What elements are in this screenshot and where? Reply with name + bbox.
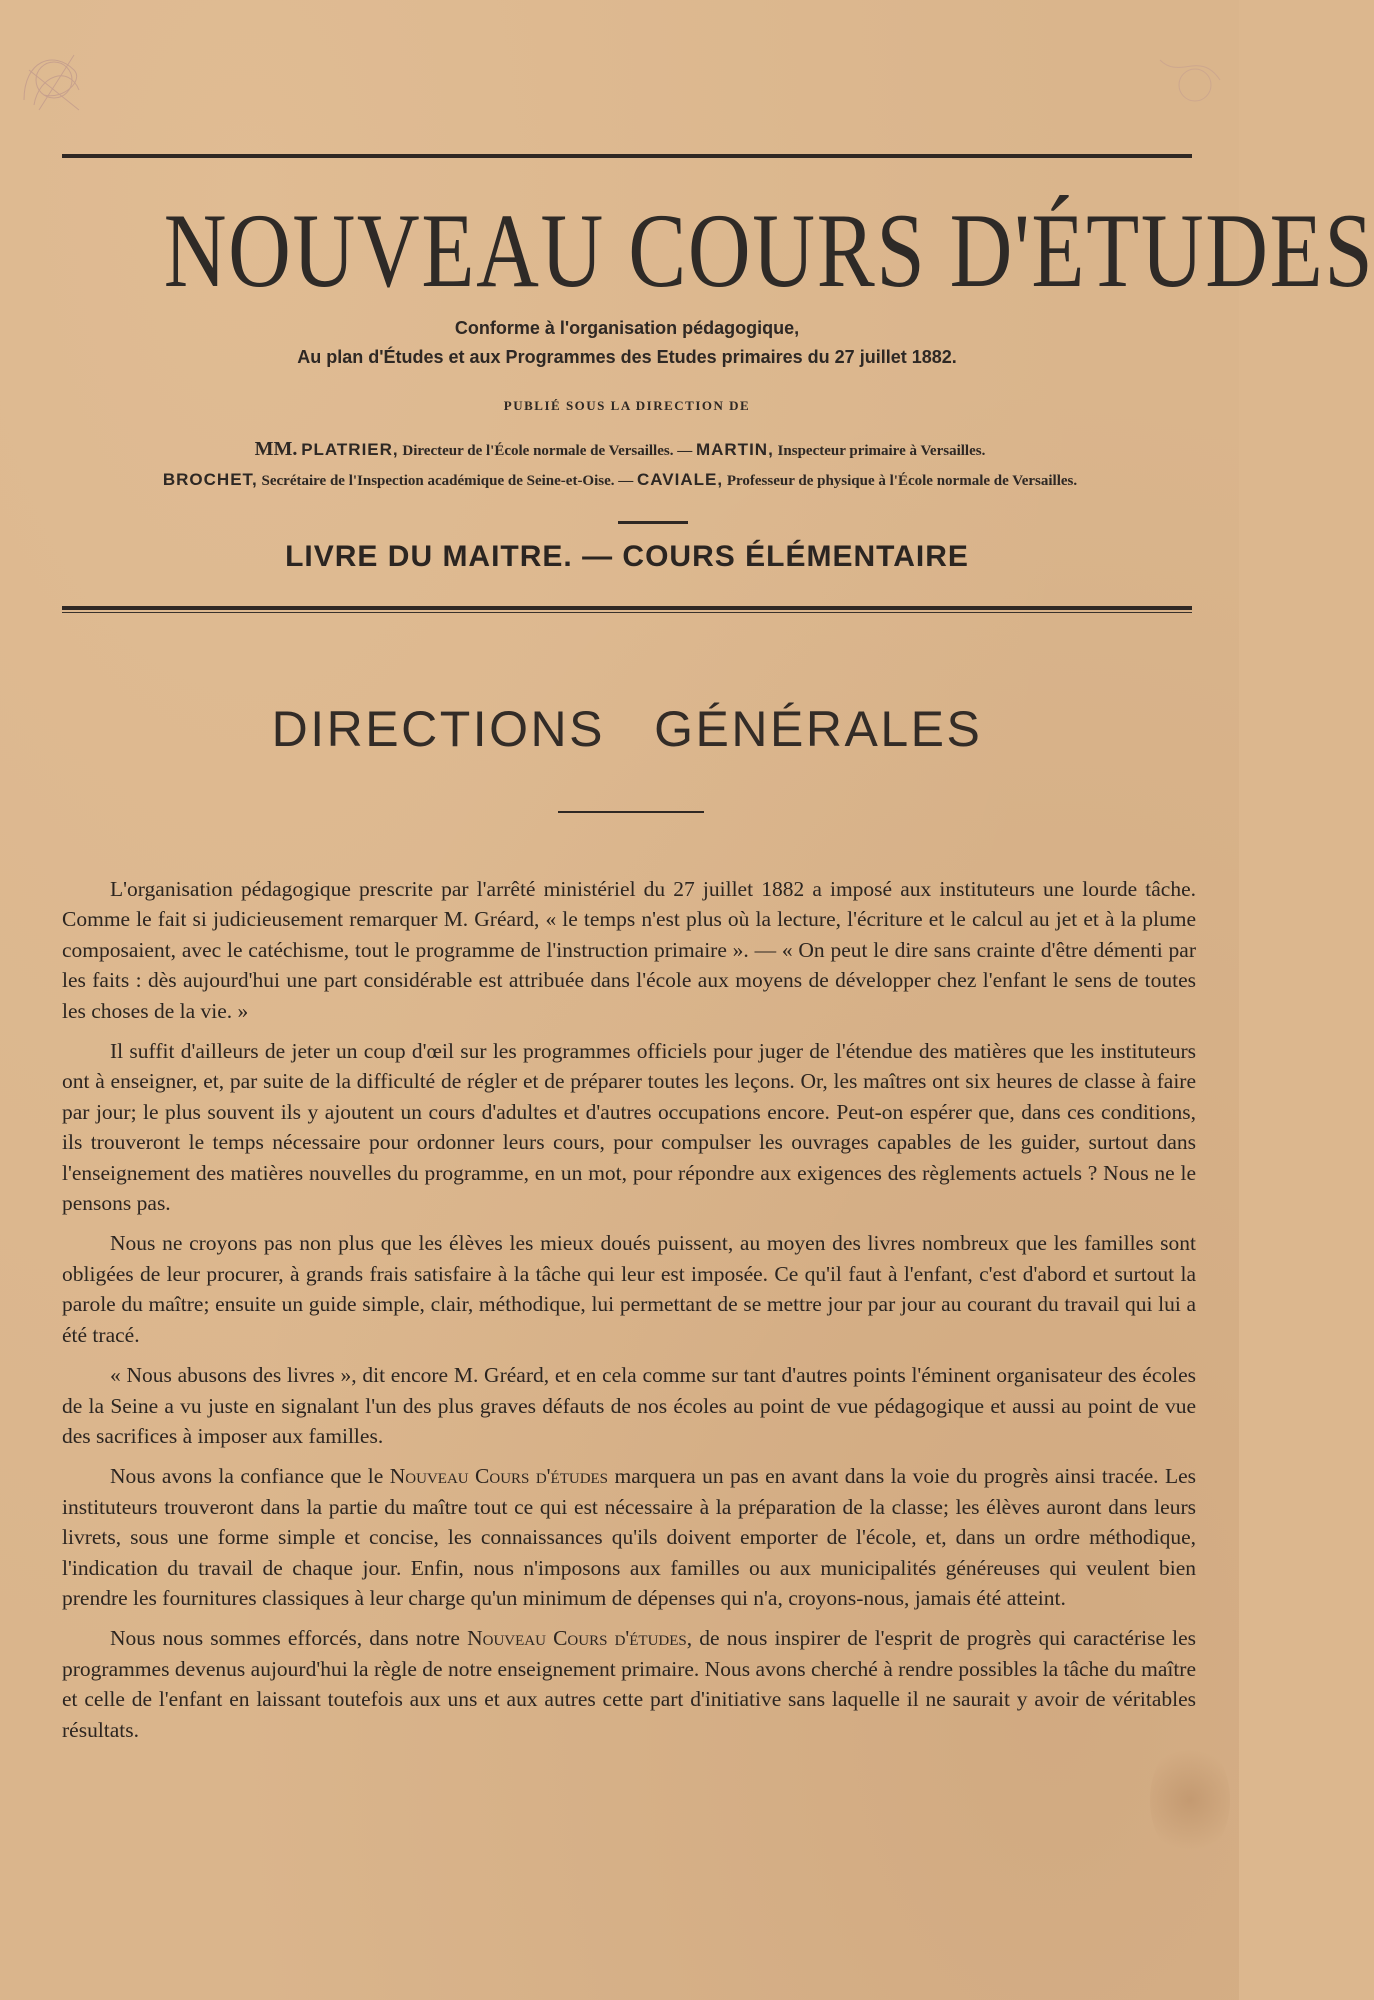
- paragraph-6-before: Nous nous sommes efforcés, dans notre: [110, 1626, 460, 1651]
- stamp-ornament-right-icon: [1150, 40, 1230, 120]
- body-text: [62, 874, 1196, 1755]
- paragraph-1: L'organisation pédagogique prescrite par l'arrêté ministériel du 27 juillet 1882 a imposé aux instituteurs une lourde tâche. Comme le fait si judicieusement remarquer M. Gréard, « le temps n'est plus où la lecture, l'écriture et le calcul au jet et à la plume composaient, avec le catéchisme, tout le programme de l'instruction primaire ». — « On peut le dire sans crainte d'être démenti par les faits : dès aujourd'hui une part considérable est attribuée dans l'école aux moyens de développer chez l'enfant le sens de toutes les choses de la vie. »: [62, 877, 1196, 1023]
- paragraph-2: Il suffit d'ailleurs de jeter un coup d'œil sur les programmes officiels pour juger de l'étendue des matières que les instituteurs ont à enseigner, et, par suite de la difficulté de régler et de préparer toutes les leçons. Or, les maîtres ont six heures de classe à faire par jour; le plus souvent ils y ajoutent un cours d'adultes et d'autres occupations encore. Peut-on espérer que, dans ces conditions, ils trouveront le temps nécessaire pour ordonner leurs cours, pour compulser les ouvrages capables de les guider, surtout dans l'enseignement des matières nouvelles du programme, en un mot, pour répondre aux exigences des règlements actuels ? Nous ne le pensons pas.: [62, 1039, 1196, 1216]
- staff-line-1: [40, 438, 1200, 461]
- staff-name-martin: MARTIN,: [695, 440, 774, 459]
- staff-prefix: MM.: [254, 438, 298, 460]
- staff-line-2: [40, 470, 1200, 490]
- section-title-rule: [558, 811, 704, 813]
- paragraph-6: [62, 1623, 1196, 1745]
- header-bottom-thin-rule: [62, 612, 1192, 613]
- paragraph-4: « Nous abusons des livres », dit encore M. Gréard, et en cela comme sur tant d'autres points l'éminent organisateur des écoles de la Seine a vu juste en signalant l'un des plus graves défauts de nos écoles au point de vue pédagogique et aussi au point de vue des sacrifices à imposer aux familles.: [62, 1363, 1196, 1448]
- section-title: DIRECTIONS GÉNÉRALES: [271, 701, 983, 757]
- paragraph-6-after: , de nous inspirer de l'esprit de progrès qui caractérise les programmes devenus aujourd'hui la règle de notre enseignement primaire. Nous avons cherché à rendre possibles la tâche du maître et celle de l'enfant en laissant toutefois aux uns et aux autres cette part d'initiative sans laquelle il ne saurait y avoir de véritables résultats.: [62, 1626, 1197, 1742]
- stamp-ornament-left-icon: [14, 40, 94, 120]
- top-rule: [62, 154, 1192, 158]
- paragraph-5-work-title: Nouveau Cours d'études: [389, 1464, 609, 1489]
- staff-role-platrier: Directeur de l'École normale de Versailles. —: [402, 443, 693, 459]
- staff-role-caviale: Professeur de physique à l'École normale de Versailles.: [726, 473, 1078, 489]
- subtitle-line-1: Conforme à l'organisation pédagogique,: [454, 318, 800, 338]
- paper-stain: [1150, 1740, 1230, 1860]
- staff-name-brochet: BROCHET,: [162, 470, 258, 489]
- paragraph-5: [62, 1461, 1196, 1613]
- main-title: NOUVEAU COURS D'ÉTUDES: [163, 192, 1374, 309]
- paragraph-6-work-title: Nouveau Cours d'études: [467, 1626, 687, 1651]
- livre-heading: LIVRE DU MAITRE. — COURS ÉLÉMENTAIRE: [285, 540, 969, 573]
- staff-name-caviale: CAVIALE,: [637, 470, 724, 489]
- staff-name-platrier: PLATRIER,: [301, 440, 399, 459]
- paragraph-5-before: Nous avons la confiance que le: [110, 1464, 384, 1489]
- staff-role-martin: Inspecteur primaire à Versailles.: [777, 443, 986, 459]
- publication-direction-label: PUBLIÉ SOUS LA DIRECTION DE: [503, 398, 751, 413]
- short-rule: [618, 521, 688, 524]
- paragraph-5-after: marquera un pas en avant dans la voie du progrès ainsi tracée. Les instituteurs trouveront dans la partie du maître tout ce qui est nécessaire à la préparation de la classe; les élèves auront dans leurs livrets, sous une forme simple et concise, les connaissances qu'ils doivent emporter de l'école, et, dans un ordre méthodique, l'indication du travail de chaque jour. Enfin, nous n'imposons aux familles ou aux municipalités généreuses qui veulent bien prendre les fournitures classiques à leur charge qu'un minimum de dépenses qui n'a, croyons-nous, jamais été atteint.: [62, 1464, 1197, 1610]
- paragraph-3: Nous ne croyons pas non plus que les élèves les mieux doués puissent, au moyen des livres nombreux que les familles sont obligées de leur procurer, à grands frais satisfaire à la tâche qui leur est imposée. Ce qu'il faut à l'enfant, c'est d'abord et surtout la parole du maître; ensuite un guide simple, clair, méthodique, lui permettant de se mettre jour par jour au courant du travail qui lui a été tracé.: [62, 1231, 1196, 1347]
- staff-role-brochet: Secrétaire de l'Inspection académique de Seine-et-Oise. —: [261, 473, 634, 489]
- subtitle-line-2: Au plan d'Études et aux Programmes des Etudes primaires du 27 juillet 1882.: [297, 347, 957, 367]
- header-bottom-rule: [62, 606, 1192, 610]
